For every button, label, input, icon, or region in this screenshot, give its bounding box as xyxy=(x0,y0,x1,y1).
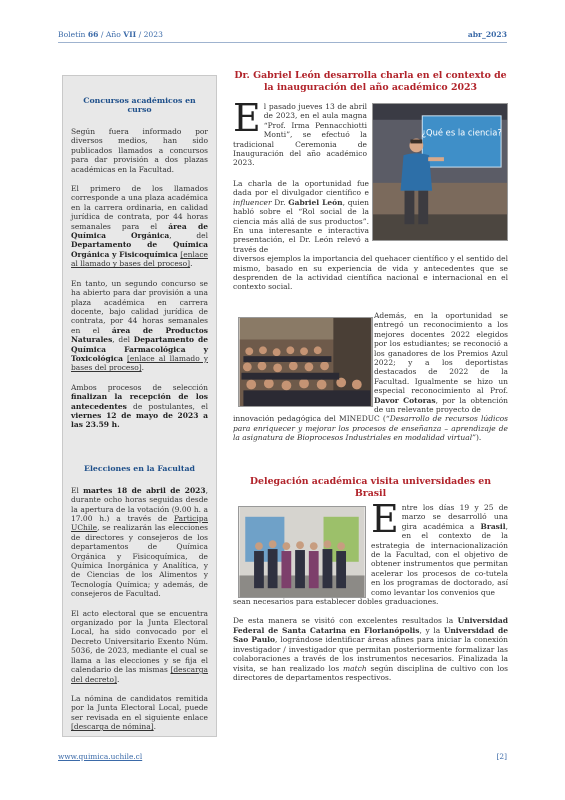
drop-cap: E xyxy=(233,96,261,140)
page-number: [2] xyxy=(496,752,507,761)
year-number: / 2023 xyxy=(136,30,163,39)
header-divider xyxy=(58,42,507,43)
bulletin-header-right xyxy=(468,30,507,39)
sidebar-title-contests: Concursos académicos en curso xyxy=(83,96,196,114)
sidebar-paragraph: En tanto, un segundo concurso se ha abierto para dar provisión a una plaza académica en carrera docente, bajo calidad jurídica de contrata, por 44 horas semanales en el área de Productos Naturales, del Departamento de Química Farmacológica y Toxicológica [enlace al llamado y bases del proceso]. xyxy=(71,278,209,373)
article-gabriel-leon-body xyxy=(233,96,508,168)
link-decree-download[interactable]: [descarga del decreto] xyxy=(71,665,208,684)
article-gabriel-leon-body-3 xyxy=(233,311,508,443)
sidebar-title-elections: Elecciones en la Facultad xyxy=(84,463,195,473)
drop-cap: E xyxy=(371,497,399,541)
sidebar-paragraph: La nómina de candidatos remitida por la Junta Electoral Local, puede ser revisada en el siguiente enlace [descarga de nómina]. xyxy=(71,693,208,732)
article-paragraph: Además, en la oportunidad se entregó un reconocimiento a los mejores docentes 2022 elegidos por los estudiantes; se reconoció a los ganadores de los Premios Azul 2022; y a los deportistas destacados de 2022 de la Facultad. Igualmente se hizo un especial reconocimiento al Prof. Davor Cotoras, por la obtención de un relevante proyecto de xyxy=(374,311,508,415)
year-roman: VII xyxy=(123,30,137,39)
article-paragraph: La charla de la oportunidad fue dada por el divulgador científico e influencer Dr. Gabriel León, quien habló sobre el “Rol social de la ciencia más allá de sus productos”. En una interesante e interactiva presentación, el Dr. León relevó a través de xyxy=(233,179,369,254)
sidebar-paragraph: Según fuera informado por diversos medios, han sido publicados llamados a concursos para dar provisión a dos plazas académicas en la Facultad. xyxy=(71,127,208,174)
article-gabriel-leon-body-2 xyxy=(233,179,508,292)
sidebar-paragraph: Ambos procesos de selección finalizan la recepción de los antecedentes de postulantes, el viernes 12 de mayo de 2023 a las 23.59 h. xyxy=(71,382,208,430)
sidebar-paragraph: El martes 18 de abril de 2023, durante ocho horas seguidas desde la apertura de la votación (9.00 h. a 17.00 h.) a través de Participa UChile, se realizarán las elecciones de directores y consejeros de los departamentos de Química Orgánica y Fisicoquímica, de Química Inorgánica y Analítica, y de Ciencias de los Alimentos y Tecnología Química; y además, de consejeros de Facultad. xyxy=(71,485,208,599)
sidebar-paragraph: El acto electoral que se encuentra organizado por la Junta Electoral Local, ha sido convocado por el Decreto Universitario Exento Núm. 5036, de 2023, mediante el cual se llama a las elecciones y se fija el calendario de las mismas [descarga del decreto]. xyxy=(71,608,208,684)
link-contest-1[interactable]: [enlace al llamado y bases del proceso] xyxy=(71,249,208,269)
link-participa-uchile[interactable]: Participa UChile xyxy=(71,514,208,533)
article-brasil-body xyxy=(233,497,509,682)
article-paragraph: innovación pedagógica del MINEDUC (“Desarrollo de recursos lúdicos para enriquecer y mejorar los procesos de enseñanza – aprendizaje de la asignatura de Bioprocesos Industriales en modalidad virtual”). xyxy=(233,414,509,443)
article-title-wrap xyxy=(233,70,508,94)
article-paragraph: ntre los días 19 y 25 de marzo se desarrolló una gira académica a Brasil, en el contexto de la estrategia de internacionalización de la Facultad, con el objetivo de obtener instrumentos que permitan acelerar los procesos de co-tutela en los programas de doctorado, así como levantar los convenios que xyxy=(371,503,508,597)
bulletin-header-left xyxy=(58,30,163,39)
link-contest-2[interactable]: [enlace al llamado y bases del proceso] xyxy=(71,353,208,373)
sidebar-news xyxy=(62,75,217,737)
issue-number: 66 xyxy=(87,30,99,39)
article-title-gabriel-leon: Dr. Gabriel León desarrolla charla en el contexto de la inauguración del año académico 2023 xyxy=(234,70,507,93)
slide-caption: ¿Qué es la ciencia? xyxy=(421,127,502,138)
sidebar-paragraph: El primero de los llamados corresponde a una plaza académica en la carrera ordinaria, en calidad jurídica de contrata, por 44 horas semanales para el área de Química Orgánica, del Departamento de Química Orgánica y Fisicoquímica [enlace al llamado y bases del proceso]. xyxy=(71,184,208,269)
bulletin-label: Boletín xyxy=(58,30,88,39)
article-paragraph: De esta manera se visitó con excelentes resultados la Universidad Federal de Santa Catarina en Florianópolis, y la Universidad de Sao Paulo, lográndose identificar áreas afines para iniciar la conexión investigador / investigador que permitan posteriormente formalizar las colaboraciones a través de los instrumentos necesarios. Finalizada la visita, se han realizado los match según disciplina de cultivo con los directores de departamentos respectivos. xyxy=(233,616,509,682)
issue-date: abr_2023 xyxy=(467,30,507,39)
website-link[interactable]: www.quimica.uchile.cl xyxy=(58,752,143,761)
year-label: / Año xyxy=(98,30,124,39)
link-candidates-download[interactable]: [descarga de nómina] xyxy=(71,722,154,732)
article-paragraph: diversos ejemplos la importancia del quehacer científico y el sentido del mismo, basado en su experiencia de vida y antecedentes que se desprenden de la actividad científica nacional e internacional en el contexto social. xyxy=(233,254,508,292)
article-paragraph: l pasado jueves 13 de abril de 2023, en el aula magna “Prof. Irma Pennacchiotti Monti”, se efectuó la tradicional Ceremonia de Inauguración del año académico 2023. xyxy=(233,102,367,168)
article-paragraph: sean necesarios para establecer dobles graduaciones. xyxy=(233,597,439,607)
article-title-brasil: Delegación académica visita universidades en Brasil xyxy=(249,476,492,499)
